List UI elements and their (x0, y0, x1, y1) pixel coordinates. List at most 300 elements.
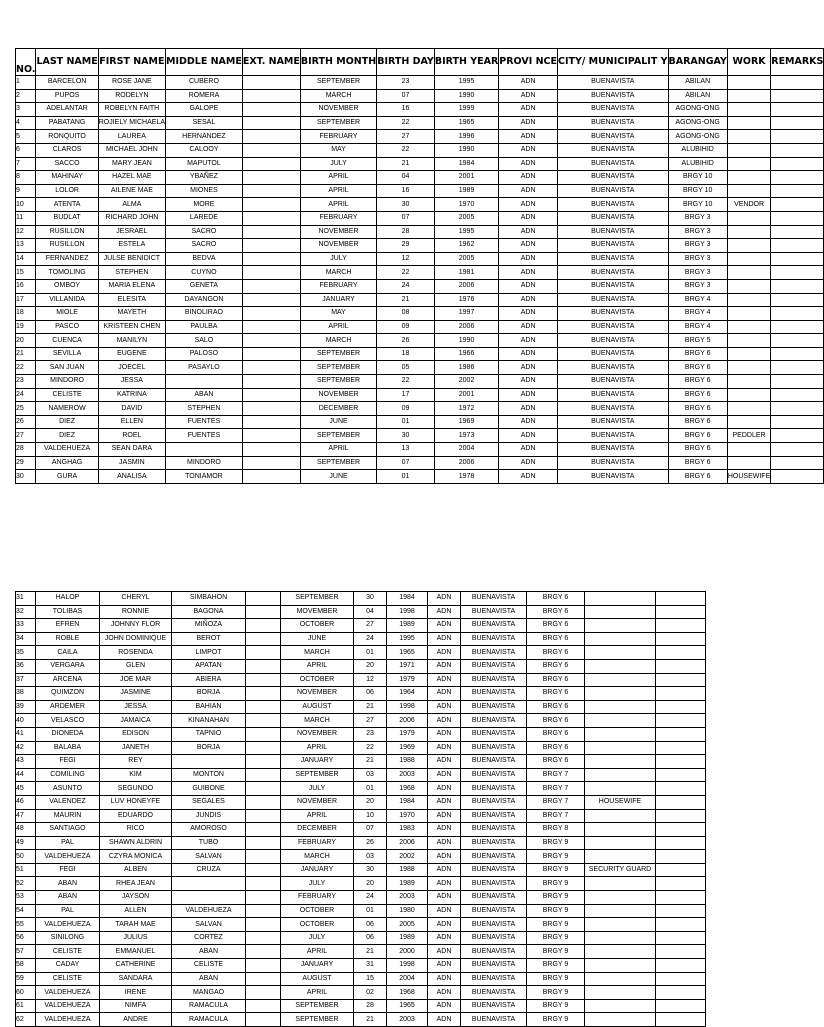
header-last-name: LAST NAME (36, 49, 98, 76)
cell-barangay: BRGY 6 (527, 605, 585, 619)
cell-barangay: BRGY 9 (527, 999, 585, 1013)
cell-province: ADN (428, 768, 461, 782)
cell-birth-day: 21 (354, 755, 387, 769)
cell-work (585, 687, 656, 701)
cell-province: ADN (428, 1013, 461, 1027)
cell-birth-day: 21 (354, 700, 387, 714)
cell-birth-month: NOVEMBER (281, 687, 354, 701)
cell-remarks (656, 945, 706, 959)
cell-first-name: DAVID (98, 402, 165, 416)
cell-last-name: BARCELON (36, 76, 98, 90)
cell-ext-name (246, 959, 281, 973)
cell-barangay: AGONG-ONG (668, 103, 727, 117)
cell-work (585, 823, 656, 837)
cell-ext-name (246, 741, 281, 755)
cell-work (585, 999, 656, 1013)
cell-birth-year: 2002 (434, 375, 498, 389)
cell-province: ADN (499, 456, 558, 470)
cell-middle-name: MIÑOZA (172, 619, 246, 633)
table-row (16, 143, 824, 157)
cell-last-name: VALDEHUEZA (36, 986, 100, 1000)
table-row (16, 687, 706, 701)
cell-barangay: BRGY 7 (527, 809, 585, 823)
cell-work (727, 279, 770, 293)
cell-city: BUENAVISTA (461, 795, 527, 809)
cell-birth-day: 28 (377, 225, 435, 239)
cell-barangay: BRGY 6 (527, 741, 585, 755)
cell-barangay: BRGY 9 (527, 850, 585, 864)
cell-city: BUENAVISTA (558, 266, 669, 280)
cell-province: ADN (428, 836, 461, 850)
cell-birth-month: NOVEMBER (281, 795, 354, 809)
table-row (16, 252, 824, 266)
table-row (16, 116, 824, 130)
cell-remarks (771, 320, 824, 334)
cell-province: ADN (499, 239, 558, 253)
cell-birth-month: MARCH (300, 266, 376, 280)
cell-province: ADN (499, 76, 558, 90)
cell-barangay: BRGY 10 (668, 184, 727, 198)
cell-birth-year: 2005 (434, 211, 498, 225)
cell-last-name: CELISTE (36, 945, 100, 959)
cell-birth-year: 1979 (387, 727, 428, 741)
cell-barangay: BRGY 9 (527, 918, 585, 932)
cell-barangay: BRGY 3 (668, 266, 727, 280)
cell-last-name: QUIMZON (36, 687, 100, 701)
table-row (16, 918, 706, 932)
cell-birth-year: 1997 (434, 307, 498, 321)
cell-work (727, 89, 770, 103)
table-row (16, 795, 706, 809)
cell-work (727, 375, 770, 389)
cell-birth-year: 1995 (434, 225, 498, 239)
cell-birth-month: APRIL (300, 171, 376, 185)
cell-birth-month: SEPTEMBER (300, 375, 376, 389)
cell-birth-year: 1970 (434, 198, 498, 212)
cell-city: BUENAVISTA (558, 89, 669, 103)
cell-city: BUENAVISTA (558, 429, 669, 443)
cell-no: 58 (16, 959, 36, 973)
cell-work (727, 143, 770, 157)
cell-city: BUENAVISTA (461, 687, 527, 701)
cell-last-name: ASUNTO (36, 782, 100, 796)
cell-first-name: REY (100, 755, 172, 769)
cell-province: ADN (499, 198, 558, 212)
cell-remarks (656, 646, 706, 660)
header-middle-name: MIDDLE NAME (166, 49, 243, 76)
beneficiary-table-page-2 (15, 591, 706, 1027)
cell-birth-month: OCTOBER (281, 673, 354, 687)
cell-remarks (656, 687, 706, 701)
cell-birth-month: JUNE (300, 415, 376, 429)
cell-province: ADN (499, 252, 558, 266)
cell-middle-name: STEPHEN (166, 402, 243, 416)
cell-birth-year: 2003 (387, 1013, 428, 1027)
cell-no: 8 (16, 171, 36, 185)
cell-first-name: JOHNNY FLOR (100, 619, 172, 633)
cell-birth-year: 1999 (434, 103, 498, 117)
cell-birth-year: 1990 (434, 143, 498, 157)
cell-middle-name: SALO (166, 334, 243, 348)
cell-first-name: ELESITA (98, 293, 165, 307)
cell-birth-year: 1990 (434, 334, 498, 348)
cell-birth-day: 20 (354, 877, 387, 891)
cell-birth-day: 17 (377, 388, 435, 402)
cell-birth-month: MARCH (300, 334, 376, 348)
cell-work (585, 673, 656, 687)
cell-birth-year: 2000 (387, 945, 428, 959)
cell-remarks (656, 795, 706, 809)
cell-last-name: DIEZ (36, 415, 98, 429)
header-birth-day: BIRTH DAY (377, 49, 435, 76)
table-row (16, 999, 706, 1013)
cell-remarks (771, 116, 824, 130)
cell-birth-year: 1976 (434, 293, 498, 307)
cell-work (585, 877, 656, 891)
cell-province: ADN (499, 402, 558, 416)
cell-work (585, 741, 656, 755)
cell-last-name: FEGI (36, 755, 100, 769)
cell-ext-name (242, 225, 300, 239)
cell-birth-day: 30 (377, 429, 435, 443)
table-row (16, 198, 824, 212)
cell-remarks (771, 347, 824, 361)
cell-province: ADN (499, 293, 558, 307)
cell-no: 59 (16, 972, 36, 986)
cell-work (727, 307, 770, 321)
cell-barangay: BRGY 3 (668, 279, 727, 293)
cell-no: 44 (16, 768, 36, 782)
cell-barangay: BRGY 7 (527, 795, 585, 809)
cell-birth-year: 1990 (434, 89, 498, 103)
cell-ext-name (242, 171, 300, 185)
cell-province: ADN (428, 959, 461, 973)
cell-province: ADN (428, 659, 461, 673)
cell-birth-day: 22 (377, 143, 435, 157)
cell-work (585, 850, 656, 864)
cell-city: BUENAVISTA (461, 727, 527, 741)
cell-province: ADN (499, 307, 558, 321)
cell-barangay: BRGY 6 (668, 443, 727, 457)
cell-work (727, 334, 770, 348)
cell-ext-name (242, 443, 300, 457)
cell-no: 55 (16, 918, 36, 932)
cell-work (727, 456, 770, 470)
cell-work (727, 103, 770, 117)
cell-ext-name (242, 252, 300, 266)
cell-work (585, 918, 656, 932)
cell-birth-day: 29 (377, 239, 435, 253)
cell-birth-year: 1989 (434, 184, 498, 198)
cell-last-name: SANTIAGO (36, 823, 100, 837)
cell-birth-year: 1965 (387, 646, 428, 660)
cell-remarks (771, 456, 824, 470)
cell-middle-name: MINDORO (166, 456, 243, 470)
cell-middle-name: MAPUTOL (166, 157, 243, 171)
cell-province: ADN (499, 143, 558, 157)
cell-birth-year: 1968 (387, 986, 428, 1000)
cell-work (585, 727, 656, 741)
table-row (16, 823, 706, 837)
cell-middle-name: LAREDE (166, 211, 243, 225)
cell-barangay: ALUBIHID (668, 143, 727, 157)
cell-remarks (771, 429, 824, 443)
table-row (16, 605, 706, 619)
cell-birth-month: FEBRUARY (300, 130, 376, 144)
cell-middle-name: APATAN (172, 659, 246, 673)
table-row (16, 279, 824, 293)
cell-birth-year: 1981 (434, 266, 498, 280)
cell-city: BUENAVISTA (558, 225, 669, 239)
cell-no: 62 (16, 1013, 36, 1027)
cell-city: BUENAVISTA (558, 307, 669, 321)
cell-remarks (771, 293, 824, 307)
cell-remarks (771, 225, 824, 239)
cell-last-name: PASCO (36, 320, 98, 334)
cell-barangay: BRGY 9 (527, 863, 585, 877)
cell-no: 56 (16, 931, 36, 945)
cell-province: ADN (499, 334, 558, 348)
cell-work (585, 605, 656, 619)
table-row (16, 850, 706, 864)
cell-birth-year: 1984 (387, 795, 428, 809)
cell-work: VENDOR (727, 198, 770, 212)
cell-last-name: ARDEMER (36, 700, 100, 714)
cell-ext-name (246, 1013, 281, 1027)
cell-birth-day: 21 (354, 945, 387, 959)
cell-barangay: BRGY 6 (527, 700, 585, 714)
cell-ext-name (246, 850, 281, 864)
cell-city: BUENAVISTA (558, 415, 669, 429)
cell-province: ADN (428, 673, 461, 687)
cell-first-name: EUGENE (98, 347, 165, 361)
cell-birth-day: 30 (377, 198, 435, 212)
cell-remarks (771, 415, 824, 429)
cell-middle-name: FUENTES (166, 429, 243, 443)
cell-ext-name (246, 999, 281, 1013)
cell-last-name: RUSILLON (36, 225, 98, 239)
cell-city: BUENAVISTA (461, 619, 527, 633)
cell-last-name: CLAROS (36, 143, 98, 157)
cell-city: BUENAVISTA (461, 836, 527, 850)
cell-city: BUENAVISTA (461, 673, 527, 687)
cell-first-name: MAYETH (98, 307, 165, 321)
cell-remarks (656, 809, 706, 823)
cell-work (727, 402, 770, 416)
cell-city: BUENAVISTA (558, 375, 669, 389)
cell-ext-name (246, 782, 281, 796)
cell-no: 3 (16, 103, 36, 117)
table-row (16, 891, 706, 905)
cell-city: BUENAVISTA (558, 252, 669, 266)
cell-province: ADN (428, 605, 461, 619)
cell-birth-day: 07 (377, 211, 435, 225)
cell-first-name: ALBEN (100, 863, 172, 877)
table-row (16, 470, 824, 484)
cell-work (585, 836, 656, 850)
cell-remarks (771, 443, 824, 457)
cell-middle-name: CRUZA (172, 863, 246, 877)
cell-last-name: BUDLAT (36, 211, 98, 225)
cell-ext-name (246, 863, 281, 877)
cell-remarks (656, 768, 706, 782)
header-birth-year: BIRTH YEAR (434, 49, 498, 76)
cell-barangay: AGONG-ONG (668, 130, 727, 144)
cell-ext-name (246, 877, 281, 891)
cell-birth-year: 1989 (387, 877, 428, 891)
cell-remarks (656, 986, 706, 1000)
cell-last-name: VALDEHUEZA (36, 918, 100, 932)
cell-city: BUENAVISTA (558, 171, 669, 185)
cell-birth-day: 21 (377, 293, 435, 307)
cell-birth-day: 05 (377, 361, 435, 375)
cell-work (585, 891, 656, 905)
cell-birth-day: 10 (354, 809, 387, 823)
cell-birth-year: 1966 (434, 347, 498, 361)
cell-barangay: BRGY 6 (668, 415, 727, 429)
cell-remarks (771, 470, 824, 484)
cell-no: 11 (16, 211, 36, 225)
cell-ext-name (246, 836, 281, 850)
cell-no: 39 (16, 700, 36, 714)
table-row (16, 375, 824, 389)
table-row (16, 402, 824, 416)
cell-province: ADN (428, 809, 461, 823)
cell-birth-year: 1964 (387, 687, 428, 701)
cell-work: SECURITY GUARD (585, 863, 656, 877)
cell-birth-year: 1970 (387, 809, 428, 823)
table-row (16, 945, 706, 959)
cell-middle-name (172, 755, 246, 769)
cell-first-name: ELLEN (98, 415, 165, 429)
cell-ext-name (242, 143, 300, 157)
cell-ext-name (246, 795, 281, 809)
cell-province: ADN (499, 320, 558, 334)
cell-province: ADN (428, 999, 461, 1013)
cell-ext-name (242, 130, 300, 144)
cell-last-name: ABAN (36, 891, 100, 905)
cell-city: BUENAVISTA (558, 157, 669, 171)
table-row (16, 388, 824, 402)
cell-no: 34 (16, 632, 36, 646)
cell-first-name: MANILYN (98, 334, 165, 348)
header-work: WORK (727, 49, 770, 76)
cell-no: 36 (16, 659, 36, 673)
cell-birth-month: SEPTEMBER (300, 361, 376, 375)
cell-barangay: BRGY 6 (527, 673, 585, 687)
cell-last-name: CELISTE (36, 388, 98, 402)
cell-barangay: BRGY 6 (668, 470, 727, 484)
cell-city: BUENAVISTA (558, 239, 669, 253)
cell-middle-name: SIMBAHON (172, 592, 246, 606)
cell-first-name: ALMA (98, 198, 165, 212)
table-row (16, 415, 824, 429)
cell-middle-name: BAGONA (172, 605, 246, 619)
cell-no: 27 (16, 429, 36, 443)
cell-middle-name: KINANAHAN (172, 714, 246, 728)
table-body-page-2 (16, 592, 706, 1027)
cell-middle-name: BEROT (172, 632, 246, 646)
table-row (16, 347, 824, 361)
cell-province: ADN (428, 700, 461, 714)
cell-remarks (771, 307, 824, 321)
cell-last-name: BALABA (36, 741, 100, 755)
header-no: NO. (16, 49, 36, 76)
cell-middle-name: ROMERA (166, 89, 243, 103)
cell-birth-month: NOVEMBER (300, 388, 376, 402)
cell-work (585, 755, 656, 769)
cell-city: BUENAVISTA (461, 972, 527, 986)
cell-work (727, 320, 770, 334)
cell-first-name: JAMAICA (100, 714, 172, 728)
cell-no: 2 (16, 89, 36, 103)
cell-first-name: JOE MAR (100, 673, 172, 687)
cell-first-name: EDUARDO (100, 809, 172, 823)
cell-birth-year: 2006 (434, 456, 498, 470)
cell-no: 20 (16, 334, 36, 348)
cell-ext-name (242, 293, 300, 307)
cell-barangay: AGONG-ONG (668, 116, 727, 130)
table-row (16, 211, 824, 225)
cell-birth-year: 2004 (387, 972, 428, 986)
cell-work (727, 361, 770, 375)
cell-birth-year: 1979 (387, 673, 428, 687)
cell-ext-name (246, 972, 281, 986)
cell-work (727, 157, 770, 171)
header-ext-name: EXT. NAME (242, 49, 300, 76)
cell-birth-month: NOVEMBER (300, 103, 376, 117)
table-row (16, 986, 706, 1000)
cell-city: BUENAVISTA (461, 768, 527, 782)
cell-last-name: TOLIBAS (36, 605, 100, 619)
cell-remarks (656, 1013, 706, 1027)
cell-remarks (771, 157, 824, 171)
cell-middle-name: SEGALES (172, 795, 246, 809)
cell-no: 35 (16, 646, 36, 660)
cell-ext-name (242, 211, 300, 225)
cell-birth-month: SEPTEMBER (281, 999, 354, 1013)
cell-birth-month: APRIL (281, 659, 354, 673)
cell-city: BUENAVISTA (461, 999, 527, 1013)
cell-last-name: PABATANG (36, 116, 98, 130)
cell-ext-name (246, 619, 281, 633)
cell-birth-month: SEPTEMBER (300, 456, 376, 470)
cell-remarks (656, 632, 706, 646)
cell-province: ADN (499, 103, 558, 117)
cell-city: BUENAVISTA (558, 103, 669, 117)
cell-barangay: BRGY 9 (527, 836, 585, 850)
cell-birth-year: 1989 (387, 619, 428, 633)
cell-province: ADN (428, 945, 461, 959)
cell-remarks (656, 755, 706, 769)
cell-city: BUENAVISTA (558, 76, 669, 90)
cell-birth-day: 04 (377, 171, 435, 185)
table-row (16, 727, 706, 741)
cell-work (585, 931, 656, 945)
cell-no: 53 (16, 891, 36, 905)
cell-last-name: ATENTA (36, 198, 98, 212)
cell-province: ADN (499, 470, 558, 484)
cell-birth-month: MAY (300, 307, 376, 321)
cell-ext-name (242, 347, 300, 361)
cell-remarks (656, 904, 706, 918)
cell-barangay: BRGY 4 (668, 293, 727, 307)
cell-ext-name (246, 931, 281, 945)
cell-barangay: BRGY 10 (668, 198, 727, 212)
cell-first-name: KRISTEEN CHEN (98, 320, 165, 334)
cell-no: 1 (16, 76, 36, 90)
cell-middle-name: ABAN (166, 388, 243, 402)
